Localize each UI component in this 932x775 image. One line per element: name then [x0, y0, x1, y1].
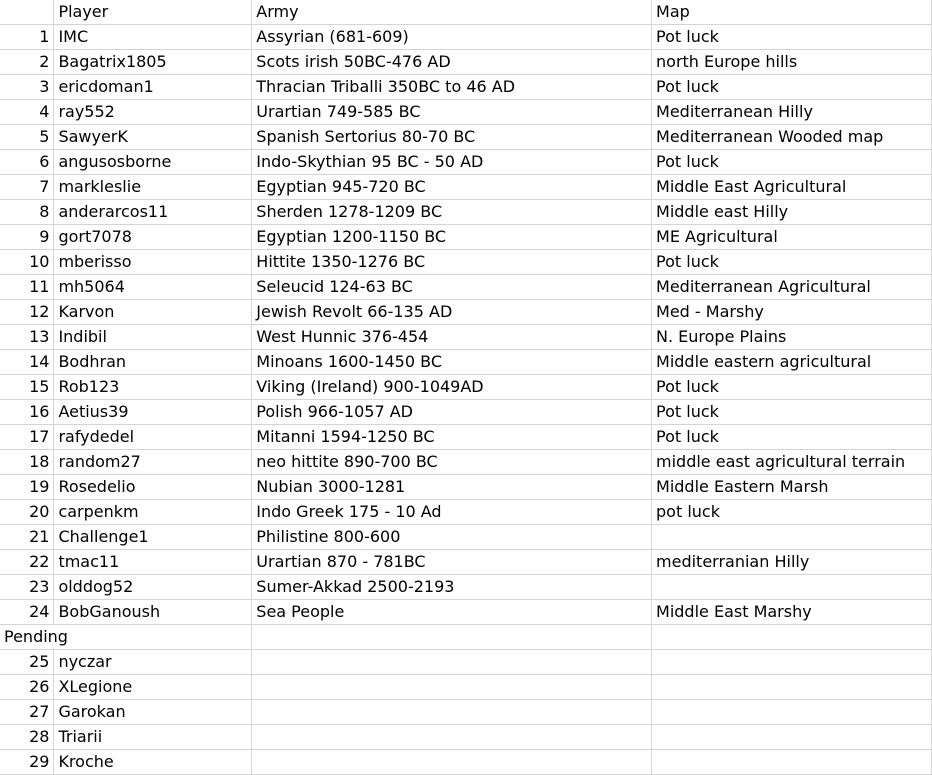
row-number-cell[interactable]: 29	[0, 750, 54, 775]
table-row	[0, 450, 932, 475]
map-cell[interactable]: mediterranian Hilly	[652, 550, 932, 575]
player-cell[interactable]: Rob123	[54, 375, 252, 400]
row-number-cell[interactable]: 18	[0, 450, 54, 475]
table-row	[0, 600, 932, 625]
player-cell[interactable]: Triarii	[54, 725, 252, 750]
player-cell[interactable]: Aetius39	[54, 400, 252, 425]
pending-row	[0, 650, 932, 675]
map-cell[interactable]: Pot luck	[652, 425, 932, 450]
player-cell[interactable]: rafydedel	[54, 425, 252, 450]
army-cell[interactable]: Egyptian 1200-1150 BC	[252, 225, 652, 250]
map-cell[interactable]: Middle Eastern Marsh	[652, 475, 932, 500]
map-cell[interactable]: Mediterranean Agricultural	[652, 275, 932, 300]
player-cell[interactable]: nyczar	[54, 650, 252, 675]
army-cell[interactable]: Sumer-Akkad 2500-2193	[252, 575, 652, 600]
army-cell[interactable]	[252, 650, 652, 675]
map-cell[interactable]: Middle East Agricultural	[652, 175, 932, 200]
player-cell[interactable]: mh5064	[54, 275, 252, 300]
player-cell[interactable]: XLegione	[54, 675, 252, 700]
player-cell[interactable]: Indibil	[54, 325, 252, 350]
map-cell[interactable]: Middle east Hilly	[652, 200, 932, 225]
row-number-cell[interactable]: 1	[0, 25, 54, 50]
row-number-cell[interactable]: 2	[0, 50, 54, 75]
army-cell[interactable]: Urartian 749-585 BC	[252, 100, 652, 125]
row-number-cell[interactable]: 11	[0, 275, 54, 300]
map-cell[interactable]	[652, 525, 932, 550]
army-cell[interactable]: Scots irish 50BC-476 AD	[252, 50, 652, 75]
map-cell[interactable]	[652, 675, 932, 700]
player-cell[interactable]: ericdoman1	[54, 75, 252, 100]
table-row	[0, 350, 932, 375]
table-row	[0, 75, 932, 100]
row-number-cell[interactable]: 22	[0, 550, 54, 575]
map-cell[interactable]: Pot luck	[652, 25, 932, 50]
player-cell[interactable]: anderarcos11	[54, 200, 252, 225]
army-cell[interactable]: Polish 966-1057 AD	[252, 400, 652, 425]
army-cell[interactable]: West Hunnic 376-454	[252, 325, 652, 350]
player-cell[interactable]: Karvon	[54, 300, 252, 325]
map-cell[interactable]: Pot luck	[652, 375, 932, 400]
army-cell[interactable]: Mitanni 1594-1250 BC	[252, 425, 652, 450]
player-cell[interactable]: IMC	[54, 25, 252, 50]
table-row	[0, 150, 932, 175]
army-cell[interactable]: Assyrian (681-609)	[252, 25, 652, 50]
map-cell[interactable]	[652, 575, 932, 600]
row-number-cell[interactable]: 8	[0, 200, 54, 225]
player-cell[interactable]: Kroche	[54, 750, 252, 775]
row-number-cell[interactable]: 12	[0, 300, 54, 325]
player-cell[interactable]: Bagatrix1805	[54, 50, 252, 75]
row-number-cell[interactable]: 17	[0, 425, 54, 450]
player-cell[interactable]: BobGanoush	[54, 600, 252, 625]
map-cell[interactable]: pot luck	[652, 500, 932, 525]
army-cell[interactable]: Egyptian 945-720 BC	[252, 175, 652, 200]
army-cell[interactable]: Urartian 870 - 781BC	[252, 550, 652, 575]
map-cell[interactable]: Mediterranean Hilly	[652, 100, 932, 125]
table-row	[0, 275, 932, 300]
table-row	[0, 225, 932, 250]
army-cell[interactable]: neo hittite 890-700 BC	[252, 450, 652, 475]
table-row	[0, 325, 932, 350]
row-number-cell[interactable]: 25	[0, 650, 54, 675]
map-cell[interactable]: ME Agricultural	[652, 225, 932, 250]
table-row	[0, 300, 932, 325]
player-cell[interactable]: Rosedelio	[54, 475, 252, 500]
table-row	[0, 100, 932, 125]
army-cell[interactable]: Seleucid 124-63 BC	[252, 275, 652, 300]
army-cell[interactable]: Sherden 1278-1209 BC	[252, 200, 652, 225]
row-number-cell[interactable]: 27	[0, 700, 54, 725]
row-number-cell[interactable]: 16	[0, 400, 54, 425]
table-row	[0, 500, 932, 525]
table-row	[0, 475, 932, 500]
army-cell[interactable]	[252, 750, 652, 775]
pending-row	[0, 675, 932, 700]
army-cell[interactable]	[252, 725, 652, 750]
army-cell[interactable]: Jewish Revolt 66-135 AD	[252, 300, 652, 325]
row-number-cell[interactable]: 5	[0, 125, 54, 150]
map-cell[interactable]: middle east agricultural terrain	[652, 450, 932, 475]
row-number-cell[interactable]: 19	[0, 475, 54, 500]
table-row	[0, 200, 932, 225]
row-number-cell[interactable]: 6	[0, 150, 54, 175]
player-cell[interactable]: mberisso	[54, 250, 252, 275]
army-cell[interactable]	[252, 675, 652, 700]
map-cell[interactable]: Middle East Marshy	[652, 600, 932, 625]
table-row	[0, 125, 932, 150]
army-cell[interactable]: Indo-Skythian 95 BC - 50 AD	[252, 150, 652, 175]
map-cell[interactable]: Pot luck	[652, 250, 932, 275]
header-cell-player[interactable]: Player	[54, 0, 252, 25]
row-number-cell[interactable]: 28	[0, 725, 54, 750]
map-cell[interactable]: Pot luck	[652, 150, 932, 175]
table-row	[0, 175, 932, 200]
army-cell[interactable]: Spanish Sertorius 80-70 BC	[252, 125, 652, 150]
header-cell-army[interactable]: Army	[252, 0, 652, 25]
map-cell[interactable]: Mediterranean Wooded map	[652, 125, 932, 150]
player-cell[interactable]: ray552	[54, 100, 252, 125]
map-cell[interactable]: Pot luck	[652, 400, 932, 425]
army-cell[interactable]: Hittite 1350-1276 BC	[252, 250, 652, 275]
pending-label[interactable]: Pending	[0, 625, 252, 650]
map-cell[interactable]: Med - Marshy	[652, 300, 932, 325]
player-cell[interactable]: tmac11	[54, 550, 252, 575]
player-cell[interactable]: olddog52	[54, 575, 252, 600]
map-cell[interactable]	[652, 750, 932, 775]
table-row	[0, 25, 932, 50]
header-row	[0, 0, 932, 25]
army-cell[interactable]: Nubian 3000-1281	[252, 475, 652, 500]
player-cell[interactable]: Garokan	[54, 700, 252, 725]
row-number-cell[interactable]: 20	[0, 500, 54, 525]
table-row	[0, 375, 932, 400]
map-cell[interactable]: Middle eastern agricultural	[652, 350, 932, 375]
army-cell[interactable]	[252, 700, 652, 725]
army-cell[interactable]: Minoans 1600-1450 BC	[252, 350, 652, 375]
row-number-cell[interactable]: 15	[0, 375, 54, 400]
army-cell[interactable]: Indo Greek 175 - 10 Ad	[252, 500, 652, 525]
player-cell[interactable]: Challenge1	[54, 525, 252, 550]
map-cell[interactable]: north Europe hills	[652, 50, 932, 75]
table-row	[0, 425, 932, 450]
row-number-cell[interactable]: 10	[0, 250, 54, 275]
map-cell[interactable]	[652, 700, 932, 725]
row-number-cell[interactable]: 4	[0, 100, 54, 125]
table-row	[0, 50, 932, 75]
map-cell[interactable]: Pot luck	[652, 75, 932, 100]
table-row	[0, 575, 932, 600]
pending-section-row	[0, 625, 932, 650]
header-cell-map[interactable]: Map	[652, 0, 932, 25]
row-number-cell[interactable]: 13	[0, 325, 54, 350]
row-number-cell[interactable]: 26	[0, 675, 54, 700]
row-number-cell[interactable]: 7	[0, 175, 54, 200]
player-cell[interactable]: markleslie	[54, 175, 252, 200]
table-row	[0, 250, 932, 275]
row-number-cell[interactable]: 24	[0, 600, 54, 625]
map-cell[interactable]: N. Europe Plains	[652, 325, 932, 350]
player-cell[interactable]: Bodhran	[54, 350, 252, 375]
row-number-cell[interactable]: 21	[0, 525, 54, 550]
pending-row	[0, 700, 932, 725]
player-cell[interactable]: carpenkm	[54, 500, 252, 525]
row-number-cell[interactable]: 14	[0, 350, 54, 375]
army-cell[interactable]: Viking (Ireland) 900-1049AD	[252, 375, 652, 400]
player-cell[interactable]: random27	[54, 450, 252, 475]
pending-row	[0, 750, 932, 775]
army-cell[interactable]: Philistine 800-600	[252, 525, 652, 550]
row-number-cell[interactable]: 9	[0, 225, 54, 250]
map-cell[interactable]	[652, 625, 932, 650]
table-row	[0, 525, 932, 550]
player-cell[interactable]: angusosborne	[54, 150, 252, 175]
army-cell[interactable]: Sea People	[252, 600, 652, 625]
army-cell[interactable]: Thracian Triballi 350BC to 46 AD	[252, 75, 652, 100]
map-cell[interactable]	[652, 725, 932, 750]
header-cell-number[interactable]	[0, 0, 54, 25]
player-cell[interactable]: SawyerK	[54, 125, 252, 150]
map-cell[interactable]	[652, 650, 932, 675]
player-cell[interactable]: gort7078	[54, 225, 252, 250]
row-number-cell[interactable]: 3	[0, 75, 54, 100]
row-number-cell[interactable]: 23	[0, 575, 54, 600]
table-row	[0, 400, 932, 425]
table-row	[0, 550, 932, 575]
army-cell[interactable]	[252, 625, 652, 650]
pending-row	[0, 725, 932, 750]
